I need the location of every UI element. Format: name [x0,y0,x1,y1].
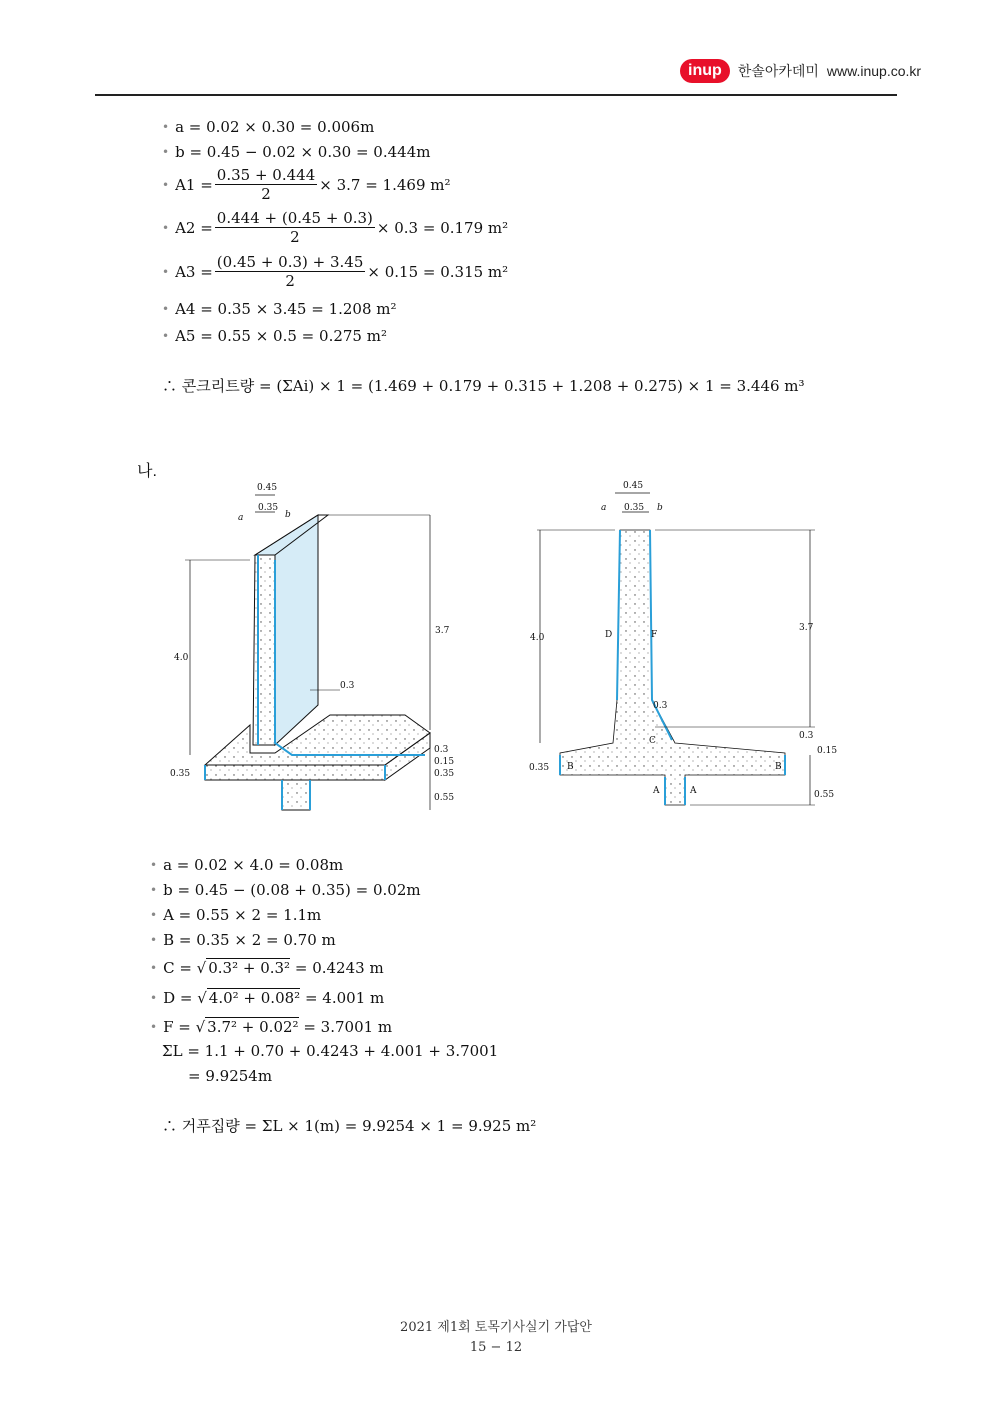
sec-dim-035: 0.35 [624,503,645,513]
eq-B: • B = 0.35 × 2 = 0.70 m [150,931,336,949]
header-title: 한솔아카데미 [737,63,819,79]
eq-a2: • a = 0.02 × 4.0 = 0.08m [150,856,344,874]
label-F: F [651,630,658,640]
label-D: D [605,630,613,640]
footer-title: 2021 제1회 토목기사실기 가답안 [400,1320,592,1335]
eq-b2: • b = 0.45 − (0.08 + 0.35) = 0.02m [150,881,421,899]
eq-A3: • A3 = $\frac{(0.45 + 0.3) + 3.45}{2}$ × 0.15 = 0.315 m² [162,253,509,290]
dim-a: a [238,513,244,523]
eq-F: • F = √ 3.7² + 0.02² = 3.7001 m [150,1017,393,1036]
concrete-total: ∴ 콘크리트량 = (ΣAi) × 1 = (1.469 + 0.179 + 0.315 + 1.208 + 0.275) × 1 = 3.446 m³ [162,377,805,395]
sec-dim-b: b [657,503,663,513]
eq-A2: • A2 = $\frac{0.444 + (0.45 + 0.3)}{2}$ × 0.3 = 0.179 m² [162,209,509,246]
dim-035: 0.35 [258,503,279,513]
sec-dim-055: 0.55 [814,790,835,800]
sec-dim-37: 3.7 [799,623,814,633]
eq-sum-L: ΣL = 1.1 + 0.70 + 0.4243 + 4.001 + 3.7001 [162,1042,499,1060]
eq-b1: • b = 0.45 − 0.02 × 0.30 = 0.444m [162,143,431,161]
formwork-total: ∴ 거푸집량 = ΣL × 1(m) = 9.9254 × 1 = 9.925 m² [162,1117,537,1135]
dim-035-left: 0.35 [170,769,191,779]
sec-dim-015: 0.15 [817,746,838,756]
dim-40: 4.0 [174,653,189,663]
header-url[interactable]: www.inup.co.kr [826,63,922,79]
header-divider [95,94,897,96]
eq-A1: • A1 = $\frac{0.35 + 0.444}{2}$ × 3.7 = 1.469 m² [162,166,451,203]
dim-03a: 0.3 [340,681,355,691]
dim-045: 0.45 [257,483,278,493]
sec-dim-03-vert: 0.3 [799,731,814,741]
eq-D: • D = √ 4.0² + 0.08² = 4.001 m [150,988,385,1007]
sec-dim-40: 4.0 [530,633,545,643]
label-A-right: A [690,786,697,796]
sec-dim-045: 0.45 [623,481,644,491]
dim-37: 3.7 [435,626,450,636]
sec-dim-03: 0.3 [653,701,668,711]
dim-055: 0.55 [434,793,455,803]
retaining-wall-isometric-figure [160,475,455,820]
header-brand [680,58,921,84]
label-B-right: B [775,762,782,772]
dim-015: 0.15 [434,757,455,767]
dim-035-right: 0.35 [434,769,455,779]
label-A-left: A [653,786,660,796]
sec-dim-a: a [601,503,607,513]
retaining-wall-section-figure [525,475,838,820]
inup-logo: inup [680,59,730,83]
section-label: 나. [137,463,157,480]
label-C: C [649,736,656,746]
sec-dim-035-left: 0.35 [529,763,550,773]
eq-A4: • A4 = 0.35 × 3.45 = 1.208 m² [162,300,397,318]
eq-a1: • a = 0.02 × 0.30 = 0.006m [162,118,375,136]
dim-03b: 0.3 [434,745,449,755]
label-B-left: B [567,762,574,772]
page-number: 15 − 12 [469,1340,523,1355]
eq-A: • A = 0.55 × 2 = 1.1m [150,906,322,924]
eq-A5: • A5 = 0.55 × 0.5 = 0.275 m² [162,327,387,345]
eq-C: • C = √ 0.3² + 0.3² = 0.4243 m [150,958,384,977]
dim-b: b [285,510,291,520]
eq-sum-L-result: = 9.9254m [188,1067,273,1085]
